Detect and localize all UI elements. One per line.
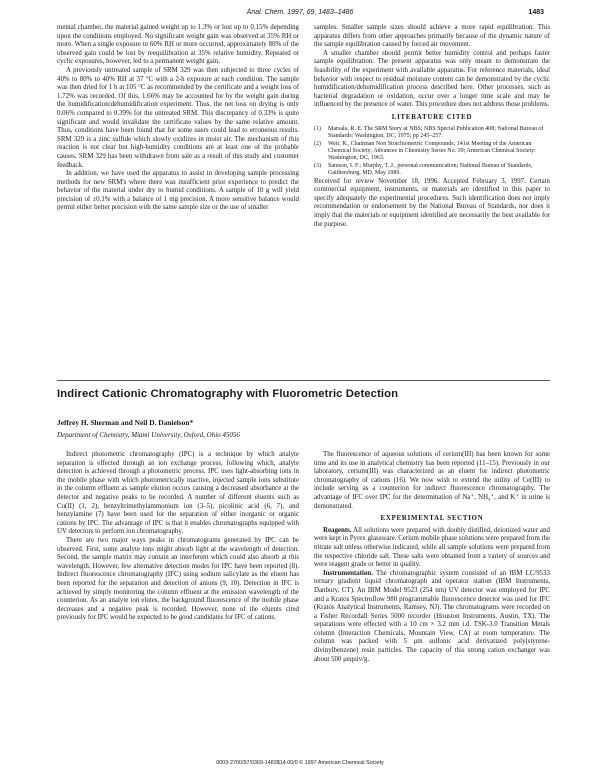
instrumentation-paragraph bbox=[314, 570, 550, 665]
reference-number: (1) bbox=[314, 125, 321, 132]
prev-paragraph: In addition, we have used the apparatus to assist in developing sample processing methods for new SRM's where there was insufficient prior experience to predict the behavior of the material under dry to humid conditions. A sample of 10 g will yield precision of ±0.1% with a balance of 1 mg precision. A more sensitive balance would permit either better precision with the same sample size or the use of smaller bbox=[57, 170, 299, 212]
article-left-column bbox=[57, 451, 299, 623]
experimental-section-heading: EXPERIMENTAL SECTION bbox=[380, 515, 484, 523]
article-paragraph: There are two major ways peaks in chromatograms generated by IPC can be observed. First, some analyte ions might absorb light at the wavelength of detection. Second, the sample matrix may contain an interferent which could also absorb at this wavelength. However, few alternative detection modes for IPC have been reported (8). Indirect fluorescence chromatography (IFC) using sodium salicylate as the eluent has been reported for the separation and detection of anions (9, 10). Detection in IFC is achieved by simply monitoring the column effluent at the emission wavelength of the counterion. As an analyte ion elutes, the background fluorescence of the mobile phase decreases and a negative peak is recorded. However, none of the eluents cited previously for IPC would be expected to be good candidates for IFC of cations. bbox=[57, 536, 299, 622]
prev-paragraph: A previously untreated sample of SRM 329 was then subjected to three cycles of 40% to 80% to 40% RH at 37 °C with a 2-h exposure at each condition. The sample was then dried for 1 h at 105 °C as recommended by the certificate and a weight loss of 1.72% was recorded. Of this, 1.66% may be accounted for by the weight gain during the humidification/dehumidification experiment. Thus, the net loss on drying is only 0.06% compared to 0.39% for the untreated SRM. This discrepancy of 0.33% is quite significant and would invalidate the certificate values by the same relative amount. Thus, conditions have been found that for some users could lead to erroneous results. SRM 329 is a zinc sulfide which slowly oxidizes in moist air. The mechanism of this reaction is not clear but high-humidity conditions are at least one of the probable causes. SRM 329 has been withdrawn from sale as a result of this study and customer feedback. bbox=[57, 66, 299, 169]
literature-cited-heading: LITERATURE CITED bbox=[391, 113, 473, 121]
copyright-footer: 0003-2700/97/0369-1483$14.00/0 © 1997 American Chemical Society bbox=[216, 760, 384, 766]
prev-article-left-column bbox=[57, 24, 299, 213]
reference-number: (2) bbox=[314, 140, 321, 147]
reference-list bbox=[314, 126, 550, 177]
article-paragraph: The fluorescence of aqueous solutions of cerium(III) has been known for some time and its use in analytical chemistry has been reported (11–15). Previously in our laboratory, cerium(III) was characterized as an eluent for indirect photometric chromatography of cations (16). We now wish to extend the utility of Ce(III) to include serving as a counterion for indirect fluorescence chromatography. The advantage of IFC over IPC for the determination of Na⁺, NH₄⁺, and K⁺ in urine is demonstrated. bbox=[314, 451, 550, 510]
prev-paragraph: mental chamber, the material gained weight up to 1.3% or lost up to 0.15% depending upon the conditions employed. No significant weight gain was observed at 35% RH or more. When a single exposure to 60% RH or more occurred, approximately 80% of the observed gain could be lost by reequilibration at 35% relative humidity. Repeated or cyclic exposures, however, led to a permanent weight gain. bbox=[57, 24, 299, 66]
section-divider bbox=[57, 380, 550, 381]
journal-citation: Anal. Chem. 1997, 69, 1483–1486 bbox=[246, 9, 354, 16]
article-authors: Jeffrey H. Sherman and Neil D. Danielson* bbox=[57, 418, 194, 427]
instrumentation-text: The chromatographic system consisted of an IBM LC/9533 ternary gradient liquid chromatograph and operator station (IBM Instruments, Danbury, CT). An IBM Model 9523 (254 nm) UV detector was employed for IPC and a Kratos Spectroflow 980 programmable fluorescence detector was used for IFC (Kratos Analytical Instruments, Ramsey, NJ). The chromatograms were recorded on a Fisher Recordall Series 5000 recorder (Houston Instruments, Austin, TX). The separations were effected with a 10 cm × 3.2 mm i.d. TSK-3.0 Transition Metals column (Interaction Chemicals, Mountain View, CA) at room temperature. The column was packed with 5 μm sulfonic acid derivatized poly(styrene-divinylbenzene) resin particles. The capacity of this strong cation exchanger was about 500 μequiv/g. bbox=[314, 569, 550, 663]
prev-paragraph: samples. Smaller sample sizes should achieve a more rapid equilibration. This apparatus differs from other approaches primarily because of the dynamic nature of the sample equilibration caused by forced air movement. bbox=[314, 24, 550, 49]
reagents-label: Reagents. bbox=[323, 526, 352, 534]
reference-item bbox=[314, 163, 550, 177]
article-affiliation: Department of Chemistry, Miami University, Oxford, Ohio 45056 bbox=[57, 431, 240, 439]
reference-text: Samson, I. F.; Murphy, T. J., personal communication; National Bureau of Standards, Gaithersburg, MD, May 1989. bbox=[328, 162, 533, 176]
received-note: Received for review November 18, 1996. Accepted February 3, 1997. Certain commercial equipment, instruments, or materials are identified in this paper to specify adequately the experimental procedures. Such identification does not imply recommendation or endorsement by the National Bureau of Standards, nor does it imply that the materials or equipment identified are necessarily the best available for the purpose. bbox=[314, 177, 550, 228]
reference-item bbox=[314, 126, 550, 140]
article-paragraph: Indirect photometric chromatography (IPC) is a technique by which analyte separation is effected through an ion exchange process, following which, analyte detection is achieved through a photometric process. IPC uses light-absorbing ions in the mobile phase with which photometrically inactive, injected sample ions substitute in the column effluent as sample elution occurs causing a decreased absorbance at the detector and negative peaks to be recorded. A number of different eluents such as Cu(II) (1, 2), benzyltrimethylammonium ion (3–5), picolinic acid (6, 7), and benzylamine (7) have been used for the separation of either inorganic or organic cations by IPC. The advantage of IPC is that it enables chromatographs equipped with UV detectors to perform ion chromatography. bbox=[57, 451, 299, 536]
reference-item bbox=[314, 141, 550, 162]
instrumentation-label: Instrumentation. bbox=[323, 569, 373, 577]
reference-text: Weir, R., Chairman Non Stoichiometric Compounds; 141st Meeting of the American Chemical Society; Advances in Chemistry Series No. 39; American Chemical Society: Washington, DC, 1963. bbox=[328, 140, 536, 161]
reagents-text: All solutions were prepared with doubly distilled, deionized water and were kept in Pyrex glassware. Cerium mobile phase solutions were prepared from the nitrate salt unless otherwise indicated, while all sample solutions were prepared from the respective chloride salt. These salts were obtained from a variety of sources and were reagent grade or better in quality. bbox=[314, 526, 550, 569]
reference-text: Marsala, R. E. The SRM Story at NBS; NBS Special Publication 408; National Bureau of Standards: Washington, DC, 1975; pp 245–257. bbox=[328, 125, 544, 139]
prev-paragraph: A smaller chamber should permit better humidity control and perhaps faster sample equilibration. The present apparatus was only meant to demonstrate the feasibility of the experiment with available apparatus. For reference materials, ideal behavior with respect to residual moisture content can be demonstrated by the cyclic humidification/dehumidification process described here. Other processes, such as bacterial degradation or oxidation, occur over a longer time scale and may be influenced by the presence of water. This procedure does not address those problems. bbox=[314, 49, 550, 109]
page-number: 1483 bbox=[528, 9, 544, 16]
article-right-column bbox=[314, 451, 550, 664]
prev-article-right-column bbox=[314, 24, 550, 229]
article-title: Indirect Cationic Chromatography with Fluorometric Detection bbox=[57, 388, 399, 400]
reference-number: (3) bbox=[314, 162, 321, 169]
reagents-paragraph bbox=[314, 527, 550, 570]
